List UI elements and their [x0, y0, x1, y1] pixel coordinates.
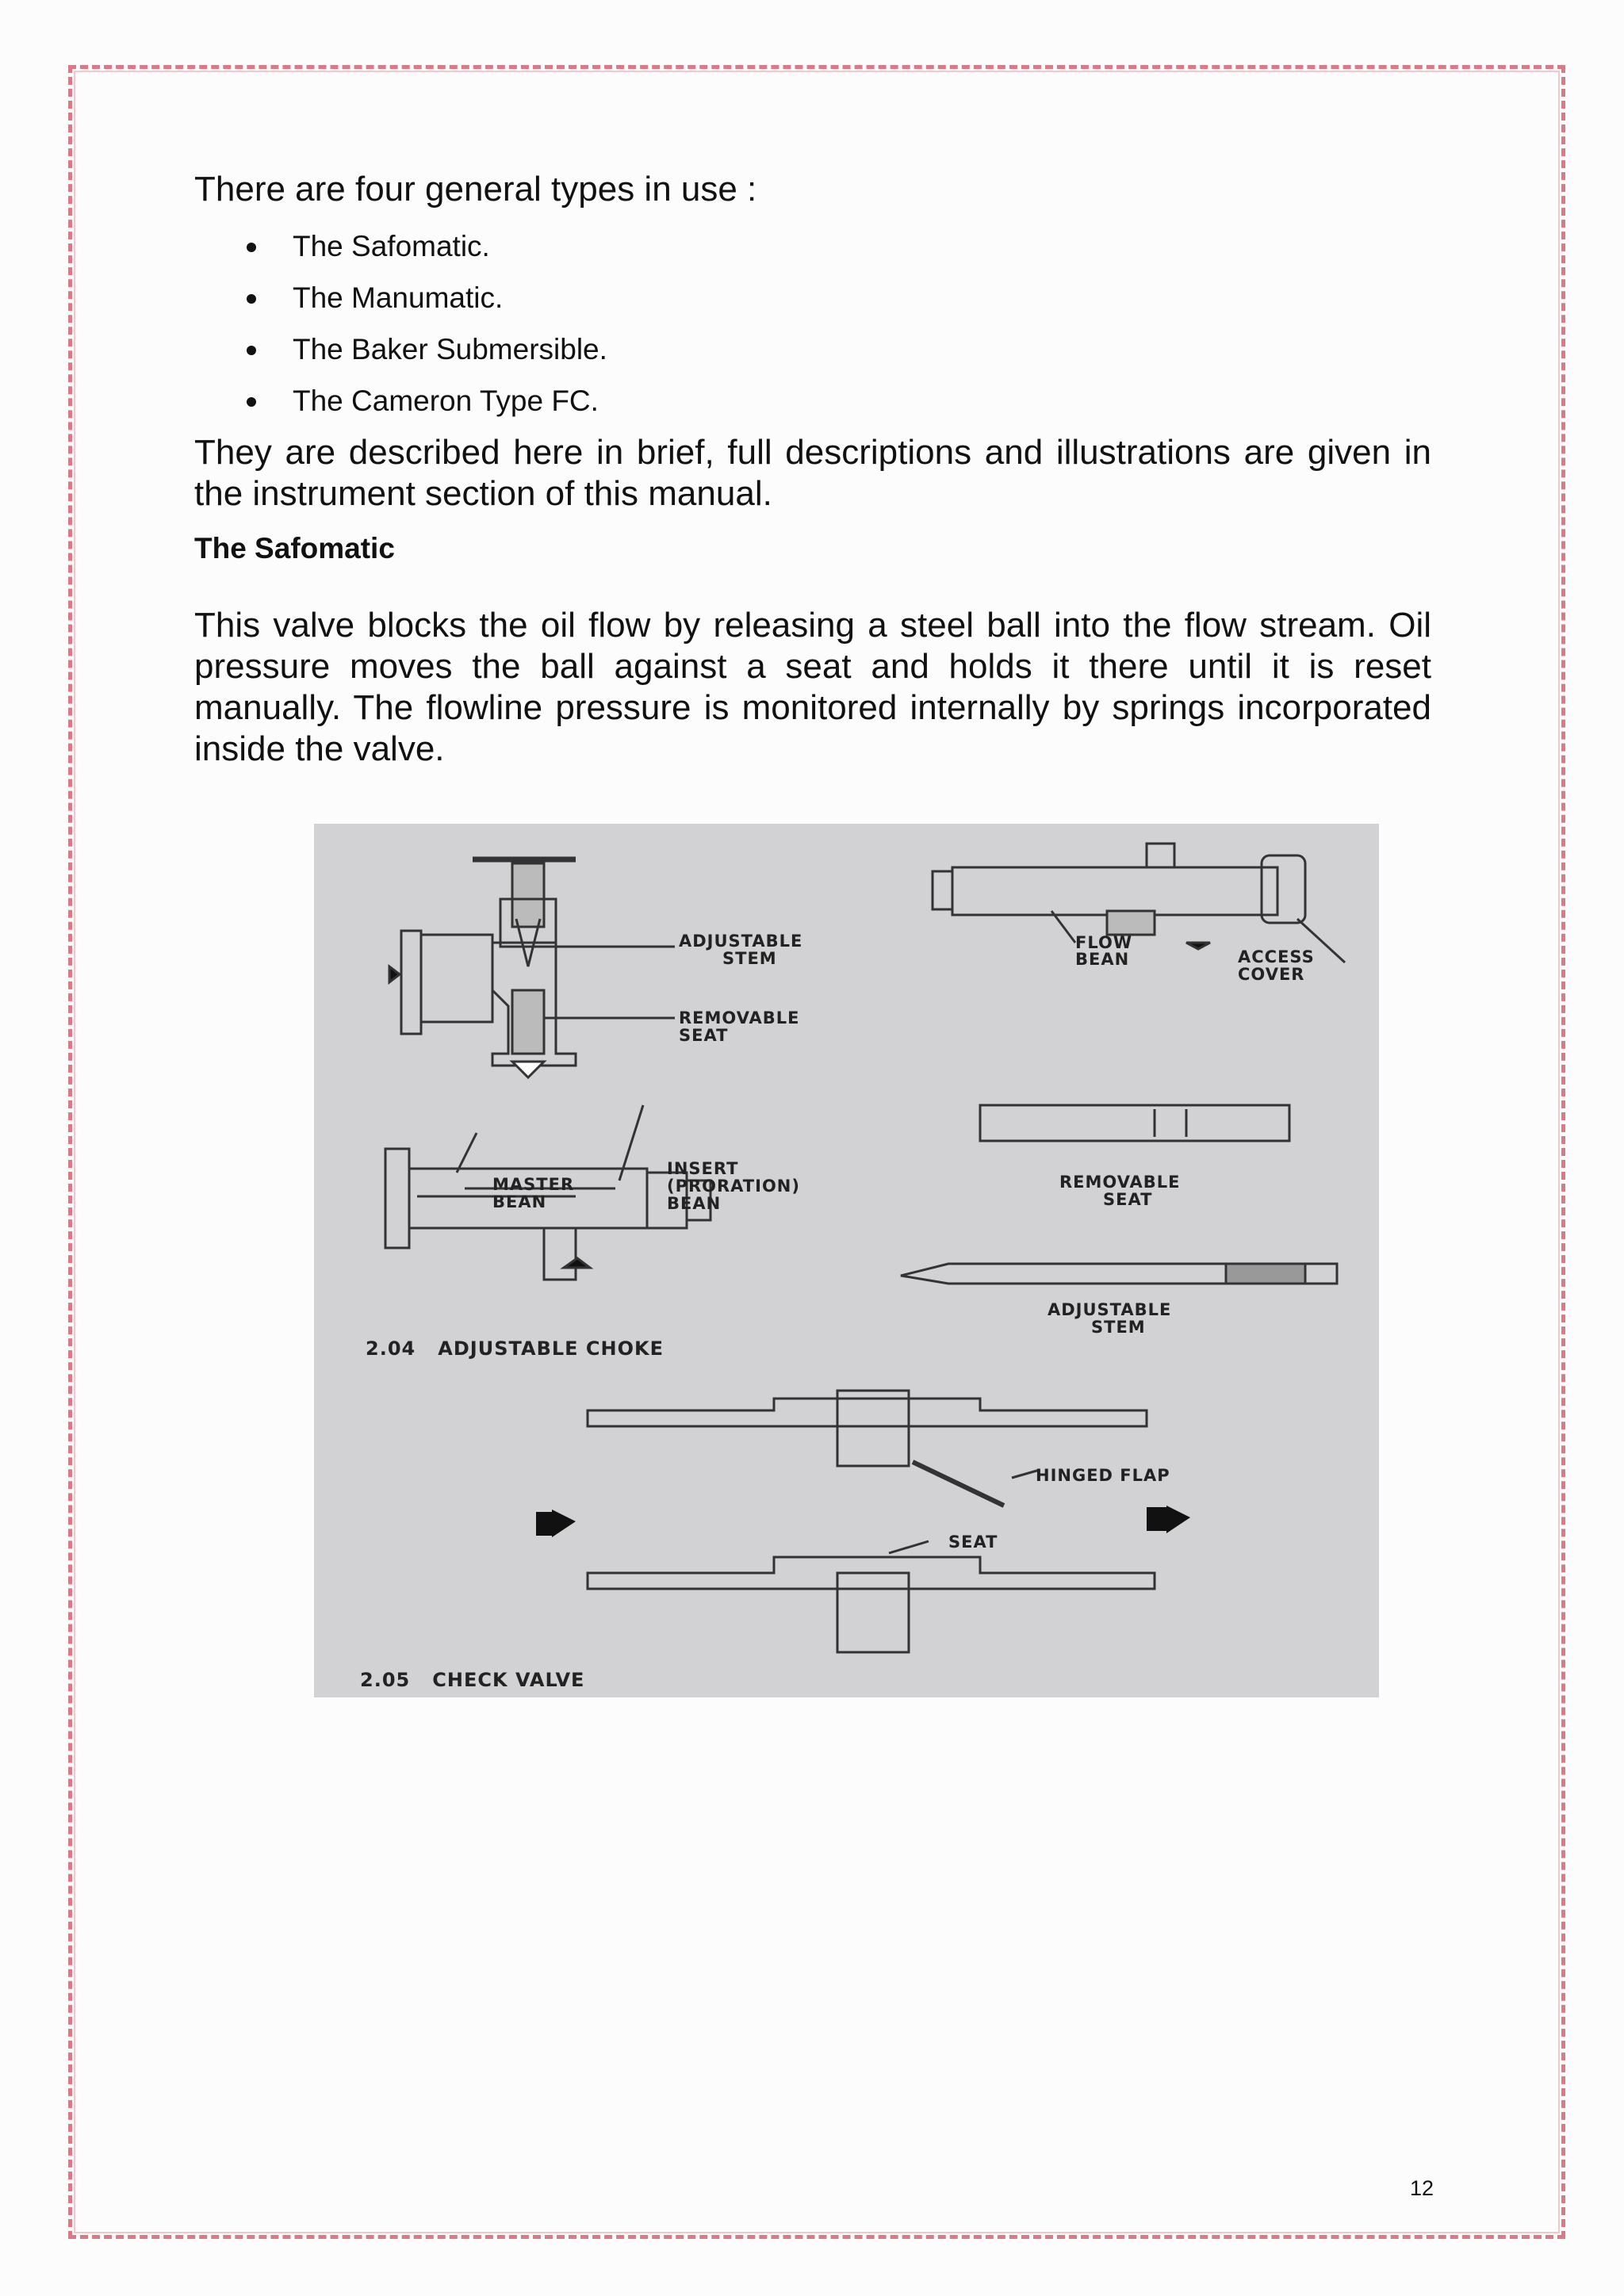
label-seat: SEAT: [948, 1533, 998, 1552]
bullet-icon: [247, 243, 256, 252]
label-insert-bean-2: (PRORATION): [667, 1177, 800, 1196]
description-paragraph: They are described here in brief, full descriptions and illustrations are given in the instrument section of this manual.: [194, 433, 1431, 513]
caption-adjustable-choke: 2.04 ADJUSTABLE CHOKE: [366, 1337, 664, 1360]
label-removable-seat-b-2: SEAT: [1103, 1190, 1153, 1209]
label-insert-bean-3: BEAN: [667, 1194, 722, 1213]
label-adjustable-stem-2: STEM: [722, 949, 777, 968]
label-master-bean: MASTER: [492, 1175, 575, 1194]
label-hinged-flap: HINGED FLAP: [1036, 1466, 1170, 1485]
label-master-bean-2: BEAN: [492, 1192, 547, 1211]
section-body-paragraph: This valve blocks the oil flow by releasing a steel ball into the flow stream. Oil pressure moves the ball against a seat and holds it there until it is reset manually. The flowline pressure is monitored internally by springs incorporated inside the valve.: [194, 606, 1431, 768]
list-item: The Baker Submersible.: [194, 329, 1384, 381]
label-adjustable-stem-b-2: STEM: [1091, 1318, 1146, 1337]
bullet-icon: [247, 397, 256, 407]
intro-text: There are four general types in use :: [194, 170, 757, 209]
label-flow-bean-2: BEAN: [1075, 950, 1130, 969]
valve-drawings: [314, 824, 1379, 1697]
label-removable-seat-2: SEAT: [679, 1026, 729, 1045]
label-access-cover: ACCESS: [1238, 947, 1315, 966]
section-heading: The Safomatic: [194, 532, 395, 564]
adjustable-stem-drawing: [901, 1264, 1337, 1284]
label-removable-seat: REMOVABLE: [679, 1008, 800, 1027]
adjustable-choke-drawing: [389, 859, 675, 1077]
page-number: 12: [1409, 2176, 1434, 2200]
removable-seat-drawing: [980, 1105, 1289, 1141]
label-access-cover-2: COVER: [1238, 965, 1305, 984]
bullet-icon: [247, 294, 256, 304]
list-item: The Manumatic.: [194, 277, 1384, 329]
label-adjustable-stem: ADJUSTABLE: [679, 932, 803, 951]
flow-bean-drawing: [933, 844, 1345, 962]
label-insert-bean: INSERT: [667, 1159, 739, 1178]
label-flow-bean: FLOW: [1075, 933, 1132, 952]
valve-illustration: [314, 824, 1379, 1697]
check-valve-drawing: [588, 1391, 1155, 1652]
label-adjustable-stem-b: ADJUSTABLE: [1048, 1300, 1172, 1319]
bullet-icon: [247, 346, 256, 355]
list-item: The Safomatic.: [194, 226, 1384, 277]
label-removable-seat-b: REMOVABLE: [1059, 1173, 1181, 1192]
caption-check-valve: 2.05 CHECK VALVE: [360, 1669, 585, 1691]
list-item: The Cameron Type FC.: [194, 381, 1384, 432]
types-list: [194, 226, 1384, 432]
